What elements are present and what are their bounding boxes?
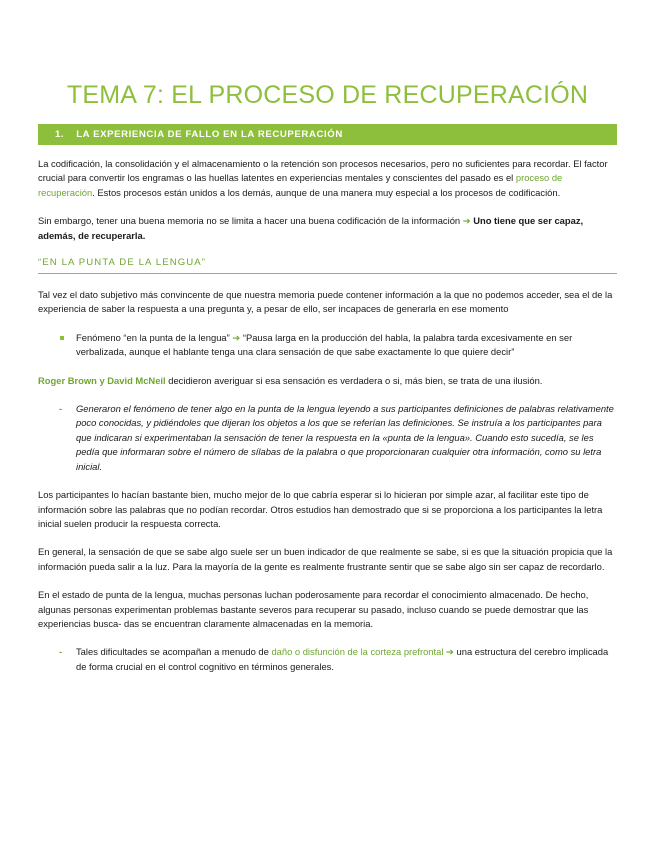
subheading-punta-lengua: “EN LA PUNTA DE LA LENGUA” bbox=[38, 257, 617, 274]
author-names: Roger Brown y David McNeil bbox=[38, 374, 166, 386]
arrow-icon: ➔ bbox=[232, 331, 241, 343]
section-heading-1 bbox=[38, 124, 617, 145]
paragraph-estado-punta: En el estado de punta de la lengua, muchas personas luchan poderosamente para recordar el conocimiento almacenado. De hecho, algunas personas experimentan problemas bastante severos para recuperar su pasado, incluso cuando se puede demostrar que las experiencias busca- das se encuentran claramente almacenadas en la memoria. bbox=[38, 589, 589, 629]
text-bold: Uno tiene que ser capaz, además, de recuperarla. bbox=[38, 215, 584, 241]
text: Tales dificultades se acompañan a menudo de bbox=[76, 646, 272, 658]
text: Sin embargo, tener una buena memoria no se limita a hacer una buena codificación de la información bbox=[38, 215, 463, 227]
highlight-proceso-recuperacion: proceso de recuperación bbox=[38, 172, 563, 198]
paragraph-en-general: En general, la sensación de que se sabe algo suele ser un buen indicador de que realmente se sabe, si es que la situación propicia que la información pueda salir a la luz. Para la mayoría de la gente es realmente frustrante sentir que se sabe algo sin ser capaz de recordarlo. bbox=[38, 546, 613, 572]
dash-list bbox=[38, 645, 617, 674]
text: “Pausa larga en la producción del habla, la palabra tarda excesivamente en ser verbalizada, aunque el hablante tenga una clara sensación de que sabe exactamente lo que quiere decir” bbox=[76, 331, 573, 358]
page-title: TEMA 7: EL PROCESO DE RECUPERACIÓN bbox=[66, 81, 589, 109]
text: La codificación, la consolidación y el almacenamiento o la retención son procesos necesarios, pero no suficientes para recordar. El factor crucial para convertir los engramas o las huellas latentes en experiencias mentales y conscientes del pasado es el bbox=[38, 158, 608, 184]
paragraph-buena-memoria bbox=[38, 214, 617, 243]
section-number: 1. bbox=[55, 129, 65, 140]
text: . Estos procesos están unidos a los demás, aunque de una manera muy especial a los procesos de codificación. bbox=[92, 186, 561, 198]
text: una estructura del cerebro implicada de forma crucial en el control cognitivo en términos generales. bbox=[76, 646, 609, 672]
arrow-icon: ➔ bbox=[462, 215, 471, 227]
list-item: - Generaron el fenómeno de tener algo en la punta de la lengua leyendo a sus participantes definiciones de palabras relativamente poco conocidas, y pidiéndoles que dijeran los objetos a los que se referían las definiciones. Se instruía a los participantes para que indicaran si experimentaban la sensación de tener la respuesta en la «punta de la lengua». Cuando esto sucedía, se les pedía que informaran sobre el número de sílabas de la palabra o que proporcionaran cualquier otra información, como su letra inicial. bbox=[76, 402, 617, 474]
highlight-corteza-prefrontal: daño o disfunción de la corteza prefrontal bbox=[271, 646, 444, 658]
arrow-icon: ➔ bbox=[446, 646, 454, 658]
list-item bbox=[76, 645, 617, 674]
paragraph-participantes: Los participantes lo hacían bastante bien, mucho mejor de lo que cabría esperar si lo hicieran por simple azar, al facilitar este tipo de información sobre las palabras que no podían recordar. Otros estudios han demostrado que si se proporciona a los participantes la letra inicial suelen producir la respuesta correcta. bbox=[38, 489, 603, 529]
list-item bbox=[76, 331, 617, 360]
text: decidieron averiguar si esa sensación es verdadera o si, más bien, se trata de una ilusión. bbox=[165, 374, 543, 386]
paragraph-brown-mcneil bbox=[38, 374, 617, 388]
paragraph-codificacion bbox=[38, 157, 617, 200]
text: Fenómeno “en la punta de la lengua” bbox=[76, 331, 233, 343]
bullet-list bbox=[38, 331, 617, 360]
section-label: LA EXPERIENCIA DE FALLO EN LA RECUPERACIÓN bbox=[76, 129, 343, 140]
dash-list bbox=[38, 402, 617, 474]
paragraph-dato-subjetivo: Tal vez el dato subjetivo más convincente de que nuestra memoria puede contener información a la que no podemos acceder, sea el de la experiencia de saber la respuesta a una pregunta y, a pesar de ello, ser incapaces de generarla en ese momento bbox=[38, 289, 613, 315]
